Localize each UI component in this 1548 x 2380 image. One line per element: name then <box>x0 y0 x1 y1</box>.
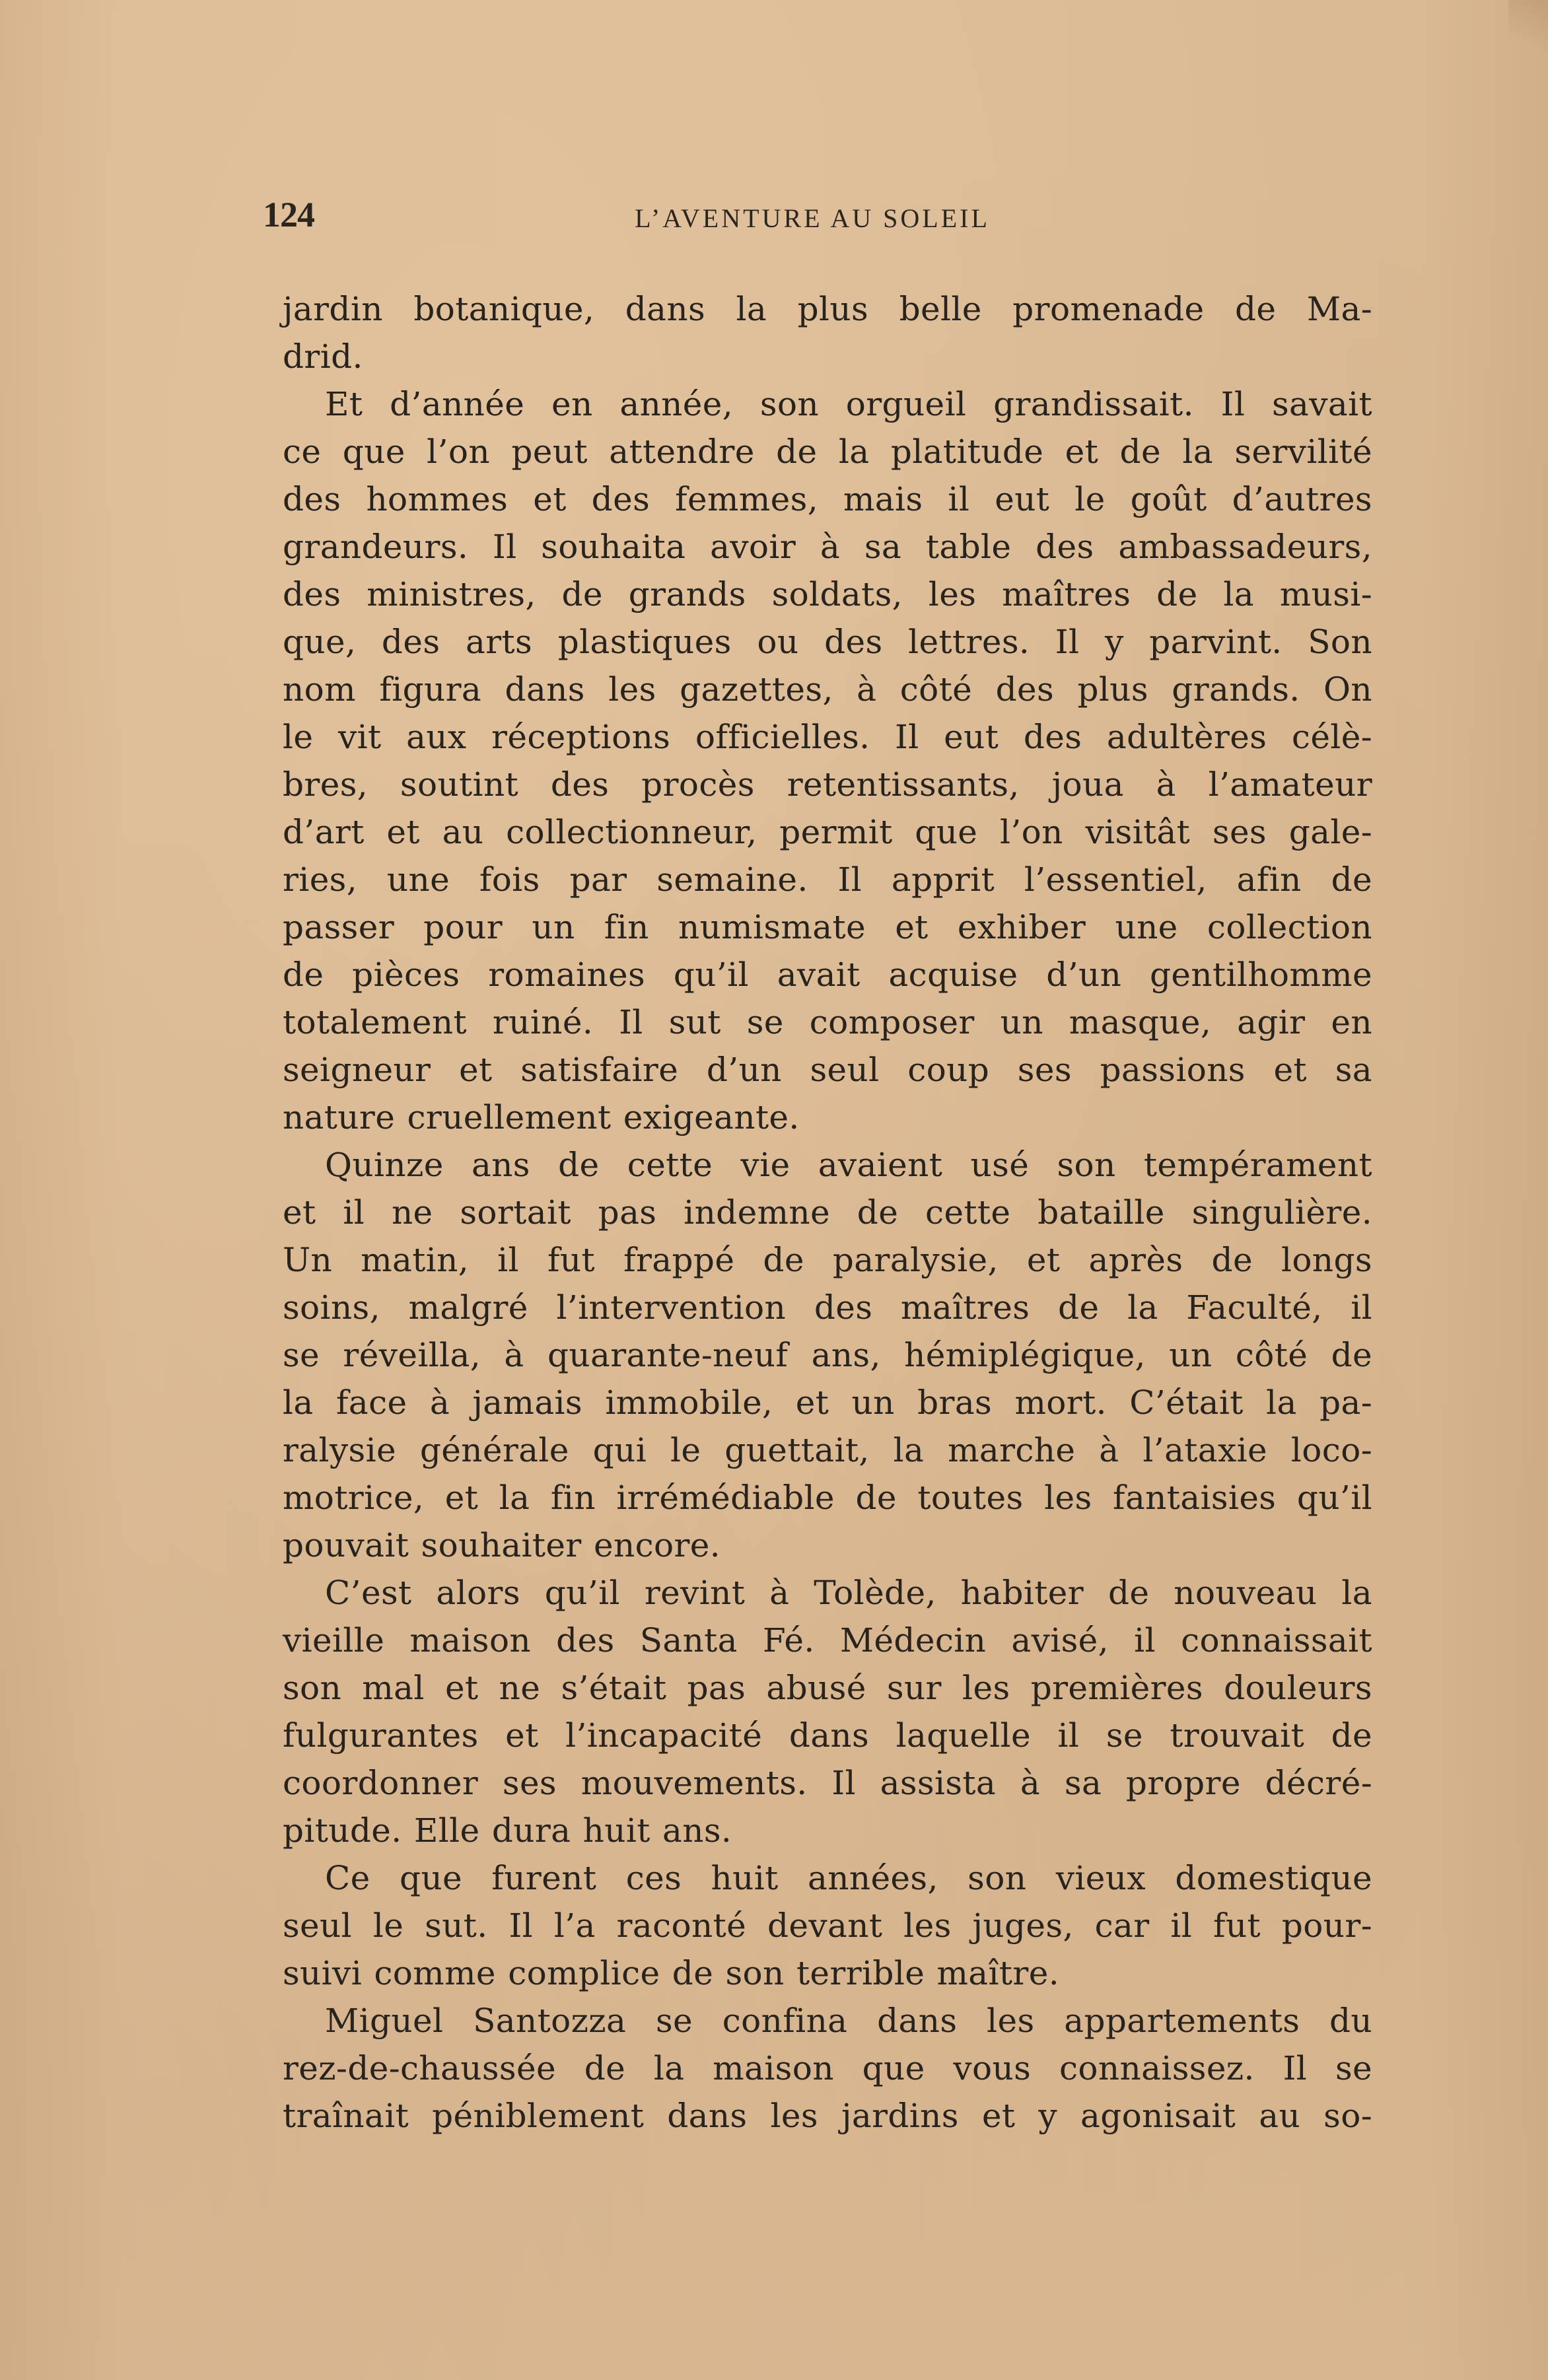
page-header <box>0 192 1548 238</box>
text-line: son mal et ne s’était pas abusé sur les premières douleurs <box>283 1669 1372 1707</box>
text-line: nature cruellement exigeante. <box>283 1098 800 1137</box>
text-line: que, des arts plastiques ou des lettres. Il y parvint. Son <box>283 623 1372 661</box>
running-head-title: L’AVENTURE AU SOLEIL <box>635 203 990 233</box>
text-line: jardin botanique, dans la plus belle promenade de Ma- <box>283 290 1372 328</box>
text-line: Un matin, il fut frappé de paralysie, et après de longs <box>283 1241 1372 1279</box>
text-line: C’est alors qu’il revint à Tolède, habiter de nouveau la <box>325 1574 1372 1612</box>
text-line: Quinze ans de cette vie avaient usé son tempérament <box>325 1146 1372 1184</box>
text-line: pitude. Elle dura huit ans. <box>283 1811 732 1850</box>
page-corner-fold <box>1508 0 1548 73</box>
text-line: seigneur et satisfaire d’un seul coup ses passions et sa <box>283 1051 1372 1089</box>
text-line: Et d’année en année, son orgueil grandissait. Il savait <box>325 385 1372 423</box>
text-line: des ministres, de grands soldats, les maîtres de la musi- <box>283 575 1372 613</box>
text-line: coordonner ses mouvements. Il assista à sa propre décré- <box>283 1764 1372 1802</box>
text-line: et il ne sortait pas indemne de cette bataille singulière. <box>283 1193 1372 1232</box>
text-line: traînait péniblement dans les jardins et y agonisait au so- <box>283 2097 1372 2135</box>
text-line: de pièces romaines qu’il avait acquise d’un gentilhomme <box>283 956 1372 994</box>
text-line: la face à jamais immobile, et un bras mort. C’était la pa- <box>283 1383 1372 1422</box>
text-line: d’art et au collectionneur, permit que l’on visitât ses gale- <box>283 813 1372 851</box>
text-line: seul le sut. Il l’a raconté devant les juges, car il fut pour- <box>283 1907 1372 1945</box>
text-line: drid. <box>283 337 363 376</box>
text-line: rez-de-chaussée de la maison que vous connaissez. Il se <box>283 2049 1372 2087</box>
text-line: grandeurs. Il souhaita avoir à sa table des ambassadeurs, <box>283 528 1372 566</box>
text-line: ralysie générale qui le guettait, la marche à l’ataxie loco- <box>283 1431 1372 1469</box>
text-line: Miguel Santozza se confina dans les appartements du <box>325 2002 1372 2040</box>
text-line: pouvait souhaiter encore. <box>283 1526 721 1564</box>
body-text <box>283 285 1372 2140</box>
text-line: suivi comme complice de son terrible maître. <box>283 1954 1059 1992</box>
text-line: motrice, et la fin irrémédiable de toutes les fantaisies qu’il <box>283 1479 1372 1517</box>
text-line: ce que l’on peut attendre de la platitude et de la servilité <box>283 433 1372 471</box>
text-line: bres, soutint des procès retentissants, joua à l’amateur <box>283 765 1372 804</box>
text-line: Ce que furent ces huit années, son vieux domestique <box>325 1859 1372 1897</box>
text-line: soins, malgré l’intervention des maîtres de la Faculté, il <box>283 1288 1372 1327</box>
text-line: nom figura dans les gazettes, à côté des plus grands. On <box>283 670 1372 709</box>
page-number: 124 <box>263 195 314 234</box>
text-line: fulgurantes et l’incapacité dans laquelle il se trouvait de <box>283 1716 1372 1755</box>
text-line: des hommes et des femmes, mais il eut le goût d’autres <box>283 480 1372 518</box>
text-line: ries, une fois par semaine. Il apprit l’essentiel, afin de <box>283 860 1372 899</box>
text-line: totalement ruiné. Il sut se composer un masque, agir en <box>283 1003 1372 1041</box>
text-line: passer pour un fin numismate et exhiber une collection <box>283 908 1372 946</box>
text-line: vieille maison des Santa Fé. Médecin avisé, il connaissait <box>283 1621 1372 1660</box>
text-line: se réveilla, à quarante-neuf ans, hémiplégique, un côté de <box>283 1336 1372 1374</box>
text-line: le vit aux réceptions officielles. Il eut des adultères célè- <box>283 718 1372 756</box>
